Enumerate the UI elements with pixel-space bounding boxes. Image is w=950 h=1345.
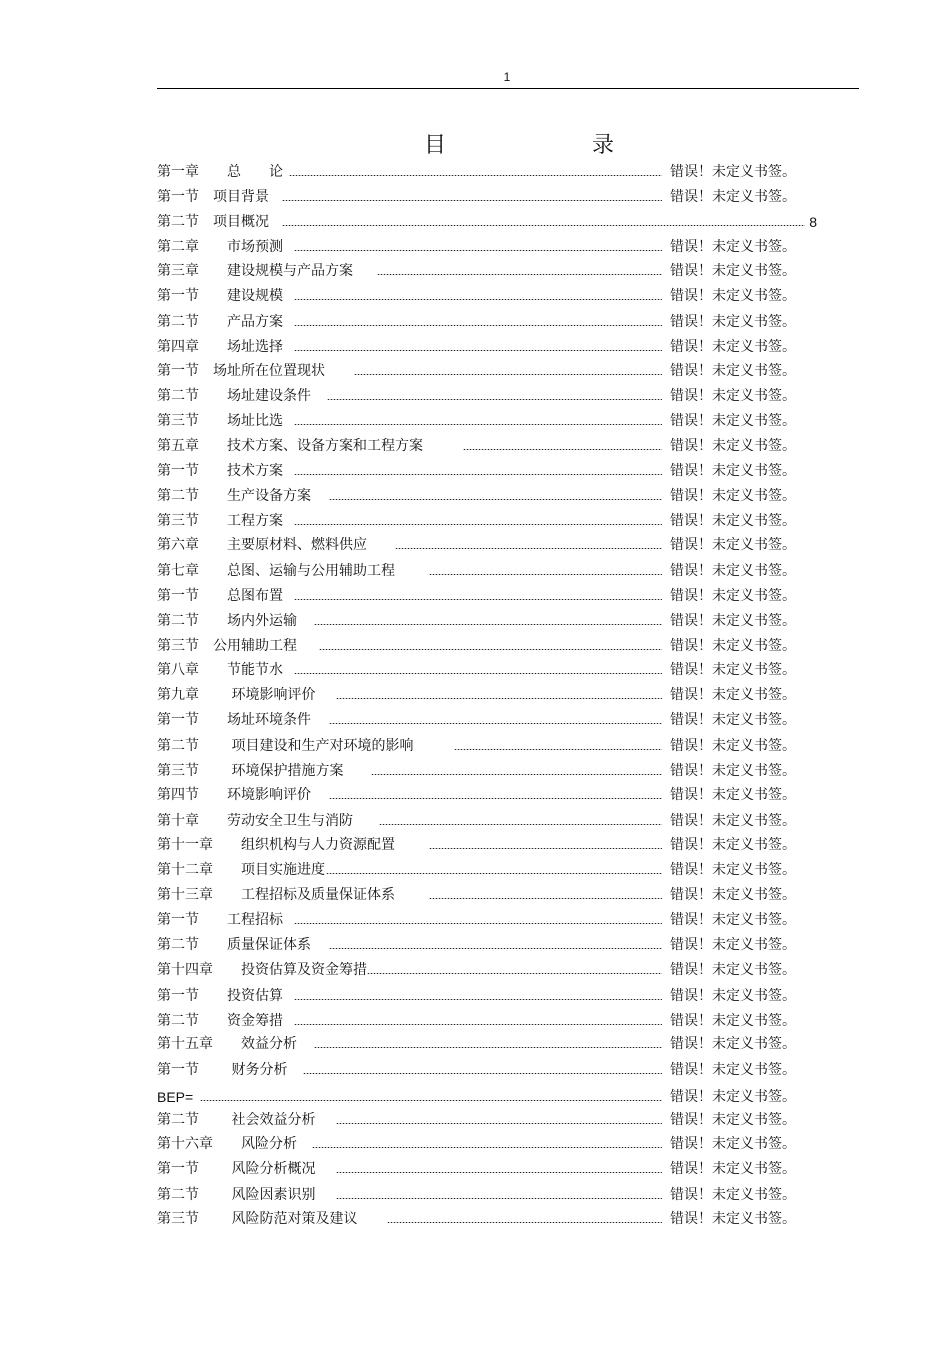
dot-leader [329,499,662,500]
dot-leader [354,374,662,375]
toc-entry[interactable] [157,185,817,209]
toc-entry-label: 第二节 风险因素识别 [157,1187,316,1203]
toc-entry-label: 第一节 建设规模 [157,288,283,304]
toc-entry[interactable] [157,1157,817,1181]
toc-entry-page: 错误！未定义书签。 [670,1112,796,1128]
dot-leader [336,1198,662,1199]
dot-leader [294,424,662,425]
toc-entry[interactable] [157,1132,817,1156]
toc-entry[interactable] [157,1207,817,1231]
toc-entry-label: 第十二章 项目实施进度 [157,862,325,878]
toc-entry-page: 错误！未定义书签。 [670,339,796,355]
toc-entry-label: 第一章 总 论 [157,164,283,180]
toc-entry-label: 第一节 财务分析 [157,1062,288,1078]
toc-title: 目 录 [423,133,648,158]
dot-leader [327,399,662,400]
dot-leader [326,873,662,874]
toc-entry-label: 第二章 市场预测 [157,239,283,255]
toc-entry-label: 第十三章 工程招标及质量保证体系 [157,887,395,903]
toc-entry-page: 错误！未定义书签。 [670,937,796,953]
toc-entry-page: 错误！未定义书签。 [670,837,796,853]
toc-entry-page: 错误！未定义书签。 [670,413,796,429]
toc-entry-label: 第三节 公用辅助工程 [157,638,297,654]
toc-entry[interactable] [157,833,817,857]
toc-entry-label: 第四章 场址选择 [157,339,283,355]
dot-leader [336,1123,662,1124]
toc-entry[interactable] [157,609,817,633]
page-number: 1 [503,70,511,84]
toc-entry[interactable] [157,384,817,408]
toc-entry-page: 错误！未定义书签。 [670,588,796,604]
dot-leader [294,474,662,475]
toc-entry[interactable] [157,809,817,833]
dot-leader [303,1073,662,1074]
dot-leader [294,673,662,674]
toc-entry[interactable] [157,759,817,783]
dot-leader [294,325,662,326]
toc-entry-label: 第八章 节能节水 [157,662,283,678]
dot-leader [294,599,662,600]
dot-leader [294,250,662,251]
dot-leader [329,798,662,799]
toc-entry-label: 第十四章 投资估算及资金筹措 [157,962,367,978]
toc-entry-label: 第二节 项目概况 [157,214,269,230]
toc-entry[interactable] [157,459,817,483]
dot-leader [395,548,662,549]
toc-entry-page: 错误！未定义书签。 [670,314,796,330]
toc-entry-label: 第十六章 风险分析 [157,1136,297,1152]
toc-entry[interactable] [157,559,817,583]
toc-entry-page: 错误！未定义书签。 [670,813,796,829]
toc-entry-page: 错误！未定义书签。 [670,988,796,1004]
toc-entry[interactable] [157,259,817,283]
toc-entry[interactable] [157,335,817,359]
toc-entry-label: 第十五章 效益分析 [157,1036,297,1052]
toc-entry[interactable] [157,908,817,932]
toc-entry-label: 第二节 产品方案 [157,314,283,330]
toc-entry-page: 错误！未定义书签。 [670,1136,796,1152]
dot-leader [294,999,662,1000]
toc-entry[interactable] [157,1183,817,1207]
toc-entry-page: 错误！未定义书签。 [670,1013,796,1029]
dot-leader [329,723,662,724]
toc-entry[interactable] [157,310,817,334]
dot-leader [294,299,662,300]
toc-entry-label: 第二节 生产设备方案 [157,488,311,504]
toc-entry-page: 错误！未定义书签。 [670,1161,796,1177]
dot-leader [294,350,662,351]
toc-entry-label: 第一节 工程招标 [157,912,283,928]
dot-leader [336,698,662,699]
toc-entry-label: 第三节 风险防范对策及建议 [157,1211,358,1227]
dot-leader [429,848,662,849]
toc-entry-page: 错误！未定义书签。 [670,563,796,579]
toc-entry[interactable] [157,210,817,234]
dot-leader [294,1024,662,1025]
toc-entry-page: 错误！未定义书签。 [670,1211,796,1227]
dot-leader [314,1047,662,1048]
toc-entry-page: 错误！未定义书签。 [670,912,796,928]
toc-entry-page: 错误！未定义书签。 [670,787,796,803]
dot-leader [379,824,662,825]
toc-entry-label: 第六章 主要原材料、燃料供应 [157,537,367,553]
toc-entry-label: 第九章 环境影响评价 [157,687,316,703]
toc-entry-label: 第二节 场址建设条件 [157,388,311,404]
toc-entry-label: 第十一章 组织机构与人力资源配置 [157,837,395,853]
toc-entry-label: 第十章 劳动安全卫生与消防 [157,813,353,829]
toc-entry-page: 错误！未定义书签。 [670,288,796,304]
toc-entry[interactable] [157,858,817,882]
toc-entry[interactable] [157,409,817,433]
toc-entry-page: 错误！未定义书签。 [670,613,796,629]
toc-entry-page: 错误！未定义书签。 [670,887,796,903]
dot-leader [282,200,662,201]
dot-leader [312,1147,662,1148]
toc-entry[interactable] [157,160,817,184]
dot-leader [329,948,662,949]
toc-entry-page: 错误！未定义书签。 [670,239,796,255]
dot-leader [387,1222,662,1223]
toc-entry[interactable] [157,984,817,1008]
toc-entry-label: 第五章 技术方案、设备方案和工程方案 [157,438,423,454]
toc-entry-page: 8 [809,214,817,230]
toc-entry-page: 错误！未定义书签。 [670,1036,796,1052]
toc-entry-page: 错误！未定义书签。 [670,1089,796,1105]
dot-leader [429,574,662,575]
toc-entry-label: 第一节 风险分析概况 [157,1161,316,1177]
toc-entry-label: 第三节 环境保护措施方案 [157,763,344,779]
toc-entry-page: 错误！未定义书签。 [670,763,796,779]
toc-entry-page: 错误！未定义书签。 [670,738,796,754]
toc-entry-label: 第一节 技术方案 [157,463,283,479]
toc-entry-label: 第二节 资金筹措 [157,1013,283,1029]
toc-entry-label: 第一节 总图布置 [157,588,283,604]
toc-entry[interactable] [157,434,817,458]
toc-entry[interactable] [157,634,817,658]
toc-entry-page: 错误！未定义书签。 [670,687,796,703]
toc-entry[interactable] [157,584,817,608]
dot-leader [200,1100,662,1101]
toc-entry-page: 错误！未定义书签。 [670,363,796,379]
toc-entry-page: 错误！未定义书签。 [670,662,796,678]
toc-entry-page: 错误！未定义书签。 [670,962,796,978]
toc-entry-page: 错误！未定义书签。 [670,1187,796,1203]
toc-entry-label: 第一节 场址环境条件 [157,712,311,728]
dot-leader [314,624,662,625]
dot-leader [429,898,662,899]
dot-leader [289,175,662,176]
toc-entry-label: BEP= [157,1089,194,1105]
toc-entry-page: 错误！未定义书签。 [670,164,796,180]
toc-entry-page: 错误！未定义书签。 [670,513,796,529]
toc-entry-page: 错误！未定义书签。 [670,263,796,279]
toc-entry-label: 第一节 投资估算 [157,988,283,1004]
toc-entry-page: 错误！未定义书签。 [670,189,796,205]
toc-entry[interactable] [157,708,817,732]
toc-entry-page: 错误！未定义书签。 [670,463,796,479]
toc-entry-label: 第四节 环境影响评价 [157,787,311,803]
toc-entry[interactable] [157,359,817,383]
toc-entry[interactable] [157,734,817,758]
dot-leader [454,749,662,750]
toc-entry-page: 错误！未定义书签。 [670,638,796,654]
toc-entry[interactable] [157,1085,817,1109]
dot-leader [371,774,662,775]
dot-leader [294,524,662,525]
dot-leader [463,449,662,450]
dot-leader [282,225,805,226]
dot-leader [294,923,662,924]
toc-entry[interactable] [157,1108,817,1132]
toc-entry-label: 第二节 社会效益分析 [157,1112,316,1128]
toc-entry[interactable] [157,883,817,907]
toc-entry[interactable] [157,1058,817,1082]
toc-entry[interactable] [157,484,817,508]
dot-leader [319,649,662,650]
toc-entry[interactable] [157,658,817,682]
toc-entry-label: 第一节 场址所在位置现状 [157,363,325,379]
dot-leader [336,1172,662,1173]
toc-entry-page: 错误！未定义书签。 [670,388,796,404]
dot-leader [367,973,662,974]
toc-entry[interactable] [157,509,817,533]
toc-entry-label: 第七章 总图、运输与公用辅助工程 [157,563,395,579]
toc-entry-page: 错误！未定义书签。 [670,862,796,878]
toc-entry-label: 第三节 场址比选 [157,413,283,429]
toc-entry-label: 第三章 建设规模与产品方案 [157,263,353,279]
toc-entry-page: 错误！未定义书签。 [670,537,796,553]
header-rule [157,88,859,89]
toc-entry-page: 错误！未定义书签。 [670,712,796,728]
toc-entry-page: 错误！未定义书签。 [670,488,796,504]
toc-entry[interactable] [157,683,817,707]
toc-entry-page: 错误！未定义书签。 [670,1062,796,1078]
toc-entry[interactable] [157,235,817,259]
toc-entry[interactable] [157,933,817,957]
toc-entry[interactable] [157,1009,817,1033]
toc-entry[interactable] [157,533,817,557]
toc-entry-page: 错误！未定义书签。 [670,438,796,454]
toc-entry[interactable] [157,783,817,807]
toc-entry[interactable] [157,1032,817,1056]
toc-entry-label: 第二节 场内外运输 [157,613,297,629]
dot-leader [377,274,662,275]
toc-entry-label: 第三节 工程方案 [157,513,283,529]
toc-entry-label: 第二节 项目建设和生产对环境的影响 [157,738,414,754]
toc-entry-label: 第一节 项目背景 [157,189,269,205]
toc-entry[interactable] [157,284,817,308]
toc-entry-label: 第二节 质量保证体系 [157,937,311,953]
toc-entry[interactable] [157,958,817,982]
